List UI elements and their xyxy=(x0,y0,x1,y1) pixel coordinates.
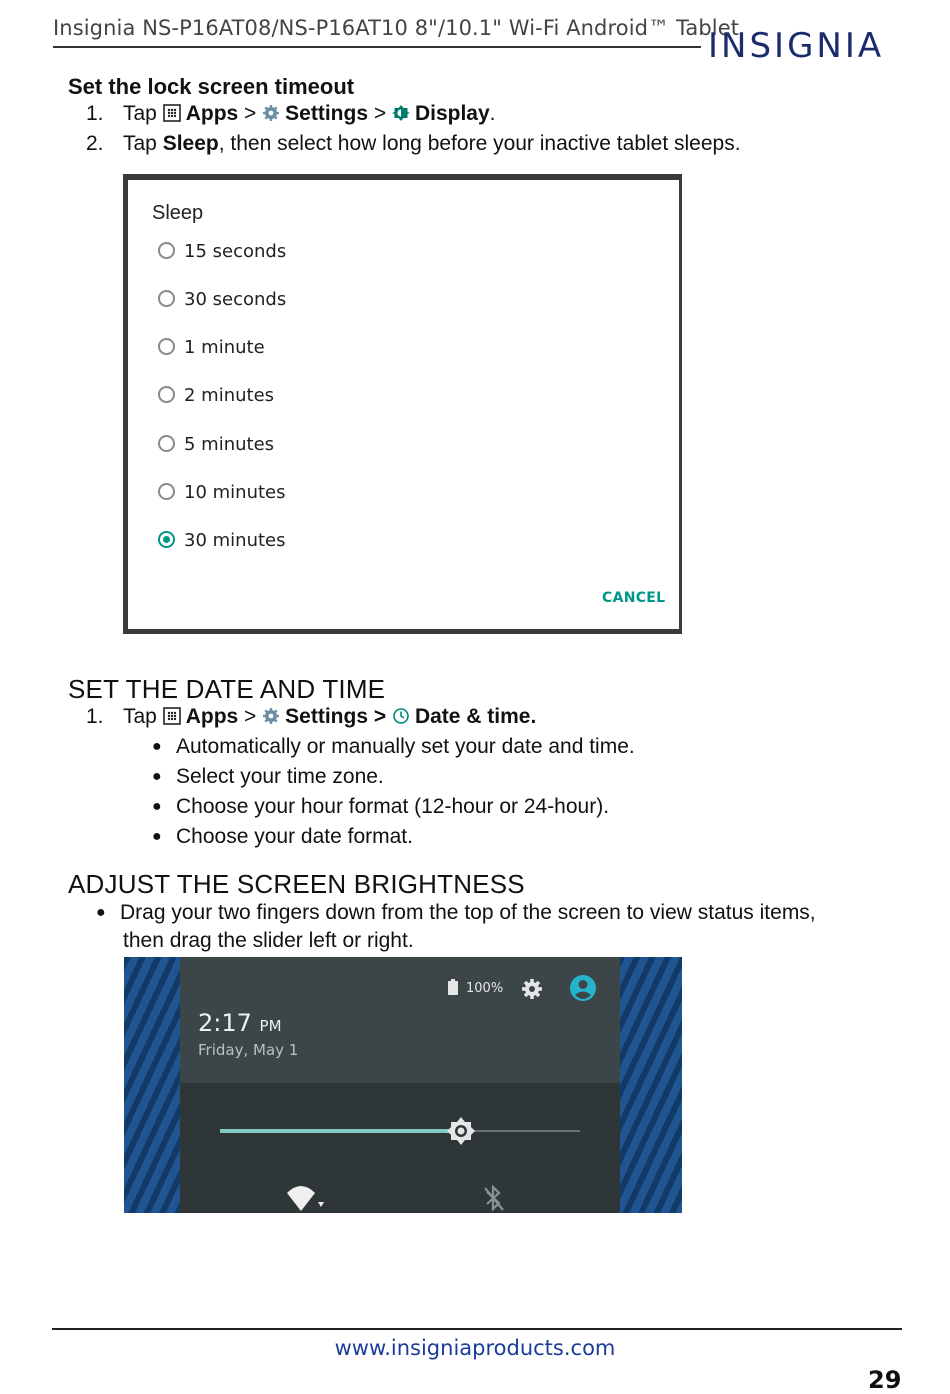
period: . xyxy=(489,102,496,125)
settings-gear-icon xyxy=(262,104,280,122)
brightness-icon[interactable] xyxy=(446,1116,476,1146)
apps-icon xyxy=(163,707,181,725)
bullet-text: Select your time zone. xyxy=(176,765,384,788)
bullet-dot: ● xyxy=(152,828,162,845)
step-text: , then select how long before your inactive tablet sleeps. xyxy=(218,132,741,155)
sleep-label: Sleep xyxy=(162,132,219,155)
bluetooth-off-icon[interactable] xyxy=(482,1183,506,1213)
option-label: 2 minutes xyxy=(184,385,275,406)
header-rule xyxy=(53,46,701,48)
clock-time xyxy=(198,1009,282,1037)
bullet-text: Automatically or manually set your date and time. xyxy=(176,735,635,758)
option-label: 5 minutes xyxy=(184,434,275,455)
am-pm: PM xyxy=(259,1017,282,1035)
battery-icon xyxy=(448,979,458,995)
bullet-dot: ● xyxy=(152,798,162,815)
website-link[interactable]: www.insigniaproducts.com xyxy=(334,1336,616,1360)
lock-step-2 xyxy=(86,132,741,156)
radio-button[interactable] xyxy=(158,338,175,355)
radio-button[interactable] xyxy=(158,242,175,259)
bullet-text: Drag your two fingers down from the top of the screen to view status items, xyxy=(120,901,816,924)
status-panel xyxy=(180,957,620,1083)
sleep-dialog xyxy=(128,180,679,629)
dialog-title: Sleep xyxy=(152,202,204,224)
gear-icon[interactable] xyxy=(520,977,544,1001)
clock-date: Friday, May 1 xyxy=(198,1041,299,1059)
brightness-bullet-continued: then drag the slider left or right. xyxy=(123,929,414,952)
option-label: 30 minutes xyxy=(184,530,286,551)
settings-label: Settings > xyxy=(285,705,387,728)
wifi-icon[interactable] xyxy=(284,1181,326,1213)
bullet-dot: ● xyxy=(152,738,162,755)
radio-button[interactable] xyxy=(158,483,175,500)
step-number: 1. xyxy=(86,102,104,125)
settings-gear-icon xyxy=(262,707,280,725)
brightness-slider-fill xyxy=(220,1129,461,1133)
separator: > xyxy=(244,102,257,125)
brightness-heading: ADJUST THE SCREEN BRIGHTNESS xyxy=(68,869,525,899)
time-value: 2:17 xyxy=(198,1009,252,1037)
quick-settings-panel xyxy=(180,1083,620,1213)
date-bullet xyxy=(152,765,384,789)
step-number: 2. xyxy=(86,132,104,155)
date-step-1 xyxy=(86,705,536,729)
clock-icon xyxy=(392,707,410,725)
step-number: 1. xyxy=(86,705,104,728)
cancel-button[interactable]: CANCEL xyxy=(602,590,666,606)
separator: > xyxy=(244,705,257,728)
radio-button[interactable] xyxy=(158,435,175,452)
date-time-heading: SET THE DATE AND TIME xyxy=(68,674,386,704)
bullet-text: Choose your date format. xyxy=(176,825,413,848)
settings-label: Settings xyxy=(285,102,368,125)
account-icon[interactable] xyxy=(569,974,597,1002)
tap-word: Tap xyxy=(123,705,157,728)
date-time-label: Date & time. xyxy=(414,705,537,728)
footer-rule xyxy=(52,1328,902,1330)
brightness-bullet xyxy=(96,901,816,925)
date-bullet xyxy=(152,795,609,819)
lock-timeout-heading: Set the lock screen timeout xyxy=(68,74,355,99)
radio-button-selected[interactable] xyxy=(158,531,175,548)
separator: > xyxy=(373,102,387,125)
radio-button[interactable] xyxy=(158,290,175,307)
option-label: 15 seconds xyxy=(184,241,287,262)
tap-word: Tap xyxy=(123,102,157,125)
document-title: Insignia NS-P16AT08/NS-P16AT10 8"/10.1" Wi-Fi Android™ Tablet xyxy=(53,16,740,40)
radio-button[interactable] xyxy=(158,386,175,403)
bullet-text: Choose your hour format (12-hour or 24-hour). xyxy=(176,795,610,818)
display-brightness-icon xyxy=(392,104,410,122)
tap-word: Tap xyxy=(123,132,157,155)
apps-label: Apps xyxy=(185,102,239,125)
apps-icon xyxy=(163,104,181,122)
display-label: Display xyxy=(414,102,490,125)
bullet-dot: ● xyxy=(96,904,106,921)
option-label: 30 seconds xyxy=(184,289,287,310)
option-label: 1 minute xyxy=(184,337,265,358)
page-number: 29 xyxy=(868,1366,902,1394)
insignia-logo: INSIGNIA xyxy=(708,26,885,66)
notification-shade-screenshot xyxy=(124,957,682,1213)
option-label: 10 minutes xyxy=(184,482,286,503)
date-bullet xyxy=(152,825,413,849)
lock-step-1 xyxy=(86,102,496,126)
bullet-dot: ● xyxy=(152,768,162,785)
date-bullet xyxy=(152,735,635,759)
battery-percent: 100% xyxy=(466,981,504,996)
apps-label: Apps xyxy=(185,705,239,728)
